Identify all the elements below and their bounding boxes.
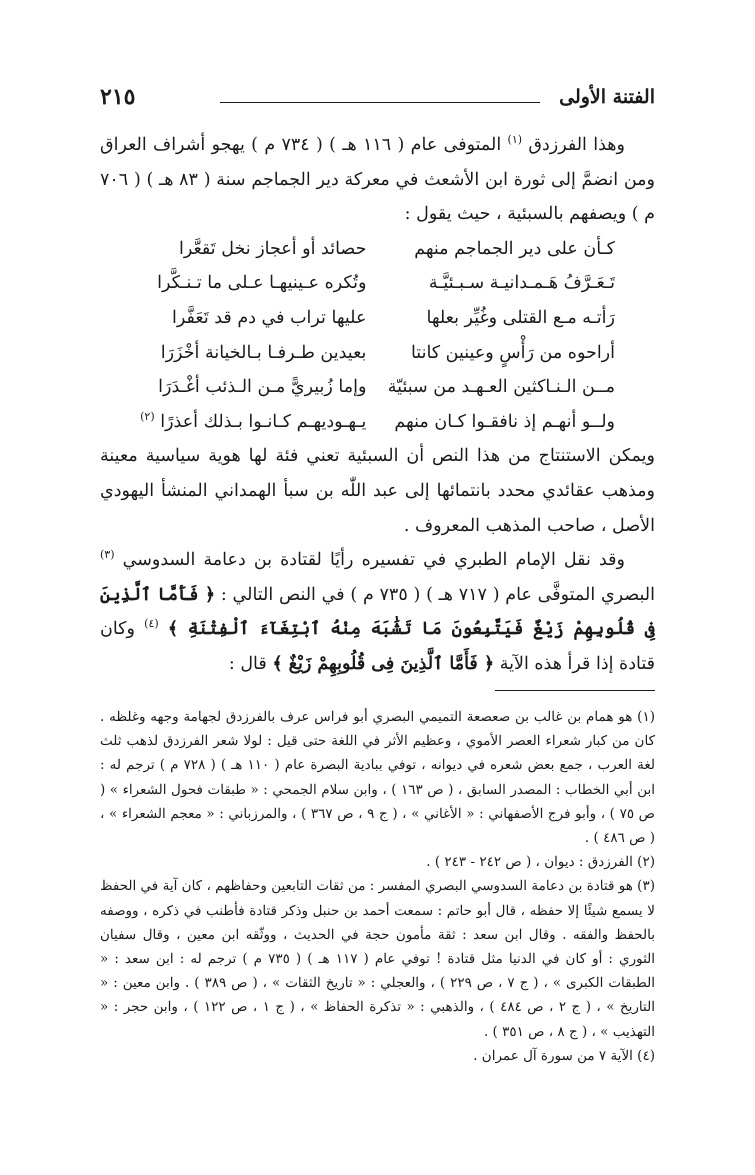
quran-verse: ﴿ فَأَمَّا ٱلَّذِينَ فِى قُلُوبِهِمْ زَيْغٌ فَيَتَّبِعُونَ مَا تَشَٰبَهَ مِنْهُ ٱبْتِغَآءَ ٱلْفِتْنَةِ ﴾	[100, 584, 655, 640]
poem	[100, 232, 655, 440]
footnote-ref[interactable]: (١)	[507, 133, 523, 147]
hemistich-second: وإما زُبيريًّ مـن الـذئب أغْـدَرَا	[158, 377, 367, 398]
poem-verse	[100, 370, 655, 405]
footnote-separator	[495, 690, 655, 691]
poem-verse	[100, 405, 655, 440]
footnote: (٢) الفرزدق : ديوان ، ( ص ٢٤٢ - ٢٤٣ ) .	[426, 854, 655, 871]
hemistich-first: أراحوه من رَأْسٍ وعينين كانتا	[410, 342, 615, 363]
hemistich-first: مــن الـنـاكثين العـهـد من سبئيّة	[387, 377, 615, 398]
text-run: وهذا الفرزدق	[528, 135, 625, 155]
poem-verse	[100, 266, 655, 301]
poem-verse	[100, 336, 655, 371]
footnote: (١) هو همام بن غالب بن صعصعة التميمي البصري أبو فراس عرف بالفرزدق لجهامة وجهه وغلظه . كان من كبار شعراء العصر الأموي ، وعظيم الأثر في اللغة حتى قيل : لولا شعر الفرزدق لذهب ثلث لغة العرب ، جمع بعض شعره في ديوانه ، توفي ببادية البصرة عام ( ١١٠ هـ ) ( ٧٢٨ م ) ترجم له : ابن أبي الخطاب : المصدر السابق ، ( ص ١٦٣ ) ، وابن سلام الجمحي : « طبقات فحول الشعراء » ( ص ٧٥ ) ، وأبو فرج الأصفهاني : « الأغاني » ، ( ج ٩ ، ص ٣٦٧ ) ، والمرزباني : « معجم الشعراء » ، ( ص ٤٨٦ ) .	[100, 709, 655, 847]
footnote: (٤) الآية ٧ من سورة آل عمران .	[473, 1047, 655, 1064]
hemistich-first: رَأتـه مـع القتلى وغُيِّر بعلها	[426, 307, 615, 328]
text-run: وكان قتادة إذا قرأ هذه الآية	[100, 619, 655, 674]
running-header	[100, 86, 655, 116]
hemistich-second	[100, 405, 366, 440]
hemistich-first: ولــو أنهـم إذ نافقـوا كـان منهم	[394, 411, 615, 432]
text-run: البصري المتوفَّى عام ( ٧١٧ هـ ) ( ٧٣٥ م ) في النص التالي :	[220, 584, 655, 605]
footnote-ref[interactable]: (٢)	[140, 409, 155, 423]
poem-verse	[100, 232, 655, 267]
footnote-ref[interactable]: (٤)	[144, 617, 159, 631]
hemistich-second: حصائد أو أعجاز نخل تَقعَّرا	[178, 238, 367, 259]
footnotes	[100, 705, 655, 1068]
hemistich-second: بعيدين طـرفـا بـالخيانة أخْزَرَا	[160, 342, 367, 363]
chapter-title: الفتنة الأولى	[559, 86, 655, 108]
main-text	[100, 128, 655, 682]
text-run: المتوفى عام ( ١١٦ هـ ) ( ٧٣٤ م ) يهجو أشراف العراق ومن انضمَّ إلى ثورة ابن الأشعث في معركة دير الجماجم سنة ( ٨٣ هـ ) ( ٧٠٦ م ) ويصفهم بالسبئية ، حيث يقول :	[100, 135, 655, 225]
quran-verse: ﴿ فَأَمَّا ٱلَّذِينَ فِى قُلُوبِهِمْ زَيْغٌ ﴾	[272, 653, 495, 674]
hemistich-first: تَـعَـرَّفُ هَـمـدانيـة سـبـئيَّـة	[428, 273, 615, 294]
text-run: يـهـوديهـم كـانـوا بـذلك أعذرًا	[160, 411, 367, 432]
paragraph-2: ويمكن الاستنتاج من هذا النص أن السبئية تعني فئة لها هوية سياسية معينة ومذهب عقائدي محدد بانتمائها إلى عبد اللّٰه بن سبأ الهمداني المنشأ اليهودي الأصل ، صاحب المذهب المعروف .	[100, 446, 655, 536]
footnote: (٣) هو قتادة بن دعامة السدوسي البصري المفسر : من ثقات التابعين وحفاظهم ، كان آية في الحفظ لا يسمع شيئًا إلا حفظه ، قال أبو حاتم : سمعت أحمد بن حنبل وذكر قتادة فأطنب في ذكره ، ووصفه بالحفظ والفقه . وقال ابن سعد : ثقة مأمون حجة في الحديث ، ووثّقه ابن معين ، وقال سفيان الثوري : أو كان في الدنيا مثل قتادة ! توفي عام ( ١١٧ هـ ) ( ٧٣٥ م ) ترجم له : ابن سعد : « الطبقات الكبرى » ، ( ج ٧ ، ص ٢٢٩ ) ، والعجلي : « تاريخ الثقات » ، ( ص ٣٨٩ ) . وابن معين : « التاريخ » ، ( ج ٢ ، ص ٤٨٤ ) ، والذهبي : « تذكرة الحفاظ » ، ( ج ١ ، ص ١٢٢ ) ، وابن حجر : « التهذيب » ، ( ج ٨ ، ص ٣٥١ ) .	[100, 878, 656, 1040]
text-run: وقد نقل الإمام الطبري في تفسيره رأيًا لقتادة بن دعامة السدوسي	[122, 550, 625, 571]
header-rule	[220, 102, 540, 103]
paragraph-3	[100, 543, 655, 681]
paragraph-1	[100, 128, 655, 232]
footnote-ref[interactable]: (٣)	[100, 548, 115, 562]
poem-verse	[100, 301, 655, 336]
text-run: قال :	[228, 653, 267, 674]
page-number: ٢١٥	[100, 84, 136, 110]
hemistich-first: كـأن على دير الجماجم منهم	[414, 238, 615, 259]
hemistich-second: عليها تراب في دم قد تَعَفَّرا	[172, 307, 367, 328]
hemistich-second: وتُكره عـينيهـا عـلى ما تـنـكَّرا	[157, 273, 367, 294]
